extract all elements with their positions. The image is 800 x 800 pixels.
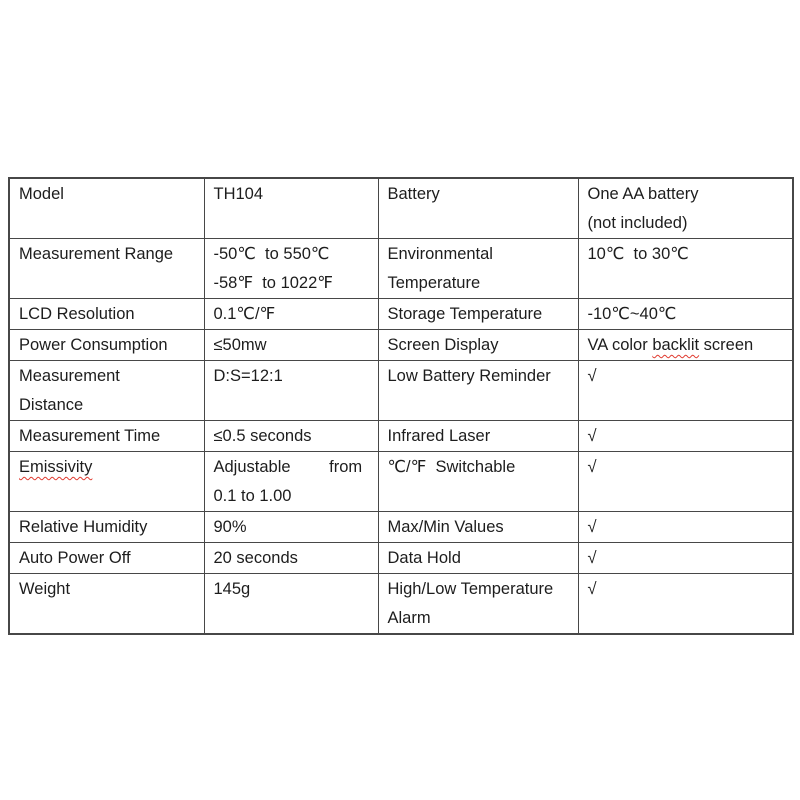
cell-text-line: 0.1℃/℉ (213, 305, 276, 323)
spec-label-cell (378, 543, 578, 574)
cell-text-line: Relative Humidity (19, 518, 148, 536)
cell-text-line: Weight (19, 580, 71, 598)
cell-text-line: -50℃ to 550℃ (213, 245, 330, 263)
spec-value-cell (578, 361, 793, 421)
table-row (9, 452, 793, 512)
misspelling-underline: Emissivity (19, 458, 93, 476)
cell-text-line: Max/Min Values (387, 518, 504, 536)
table-row (9, 330, 793, 361)
table-row (9, 299, 793, 330)
table-row (9, 421, 793, 452)
spec-label-cell (9, 178, 204, 239)
spec-value-cell (578, 178, 793, 239)
cell-text-line: Storage Temperature (387, 305, 543, 323)
spec-label-cell (9, 543, 204, 574)
spec-value-cell (578, 543, 793, 574)
table-row (9, 512, 793, 543)
cell-text-line: Infrared Laser (387, 427, 491, 445)
table-row (9, 543, 793, 574)
cell-text-line: TH104 (213, 185, 264, 203)
spec-label-cell (378, 239, 578, 299)
cell-text-line: (not included) (587, 214, 688, 232)
cell-text-line: D:S=12:1 (213, 367, 283, 385)
cell-text-line: 90% (213, 518, 247, 536)
spec-label-cell (378, 452, 578, 512)
spec-label-cell (378, 330, 578, 361)
spec-value-cell (204, 178, 378, 239)
cell-text-line: -10℃~40℃ (587, 305, 677, 323)
spec-label-cell (9, 299, 204, 330)
cell-text-line: VA color backlit screen (587, 336, 754, 354)
spec-value-cell (204, 452, 378, 512)
spec-label-cell (378, 299, 578, 330)
cell-text-line: Measurement (19, 367, 120, 385)
spec-value-cell (578, 512, 793, 543)
cell-text-line: Temperature (387, 274, 481, 292)
spec-value-cell (204, 543, 378, 574)
cell-text-line (19, 453, 196, 482)
cell-text-line: 10℃ to 30℃ (587, 245, 689, 263)
misspelling-underline: backlit (652, 336, 700, 354)
spec-label-cell (9, 239, 204, 299)
spec-value-cell (204, 361, 378, 421)
spec-value-cell (204, 512, 378, 543)
cell-text-line: 20 seconds (213, 549, 298, 567)
cell-text-line: Adjustable from (213, 458, 363, 476)
cell-text-line: LCD Resolution (19, 305, 135, 323)
table-row (9, 239, 793, 299)
spec-value-cell (204, 330, 378, 361)
cell-text-line: High/Low Temperature (387, 580, 554, 598)
table-row (9, 178, 793, 239)
spec-value-cell (204, 421, 378, 452)
spec-label-cell (9, 574, 204, 635)
spec-value-cell (578, 239, 793, 299)
cell-text-line: 0.1 to 1.00 (213, 487, 292, 505)
cell-text-line: ≤0.5 seconds (213, 427, 312, 445)
cell-text-line: Model (19, 185, 64, 203)
cell-text-line: Data Hold (387, 549, 461, 567)
spec-value-cell (578, 330, 793, 361)
table-row (9, 574, 793, 635)
spec-table (8, 177, 794, 635)
spec-value-cell (204, 299, 378, 330)
spec-value-cell (578, 452, 793, 512)
cell-text-line: √ (587, 367, 597, 385)
spec-value-cell (578, 421, 793, 452)
cell-text-line: Measurement Range (19, 245, 174, 263)
cell-text-line: √ (587, 458, 597, 476)
cell-text-line: One AA battery (587, 185, 699, 203)
cell-text-line: Auto Power Off (19, 549, 131, 567)
cell-text-line: √ (587, 549, 597, 567)
cell-text-line: √ (587, 518, 597, 536)
spec-label-cell (9, 452, 204, 512)
spec-label-cell (9, 512, 204, 543)
spec-label-cell (378, 178, 578, 239)
cell-text-line: Screen Display (387, 336, 499, 354)
cell-text-line: Low Battery Reminder (387, 367, 551, 385)
spec-value-cell (204, 574, 378, 635)
spec-label-cell (9, 330, 204, 361)
cell-text-line: 145g (213, 580, 251, 598)
cell-text-line: ≤50mw (213, 336, 267, 354)
cell-text-line: √ (587, 580, 597, 598)
spec-label-cell (378, 512, 578, 543)
table-row (9, 361, 793, 421)
spec-label-cell (9, 421, 204, 452)
cell-text-line: Environmental (387, 245, 493, 263)
cell-text-line: Distance (19, 396, 84, 414)
spec-value-cell (204, 239, 378, 299)
cell-text-line: Power Consumption (19, 336, 168, 354)
spec-label-cell (378, 361, 578, 421)
spec-label-cell (378, 421, 578, 452)
cell-text-line: Battery (387, 185, 440, 203)
cell-text-line: -58℉ to 1022℉ (213, 274, 333, 292)
spec-label-cell (9, 361, 204, 421)
cell-text-line: √ (587, 427, 597, 445)
spec-value-cell (578, 574, 793, 635)
spec-label-cell (378, 574, 578, 635)
cell-text-line: Measurement Time (19, 427, 161, 445)
cell-text-line: Alarm (387, 609, 431, 627)
spec-table-body (9, 178, 793, 634)
spec-value-cell (578, 299, 793, 330)
cell-text-line: ℃/℉ Switchable (387, 458, 516, 476)
